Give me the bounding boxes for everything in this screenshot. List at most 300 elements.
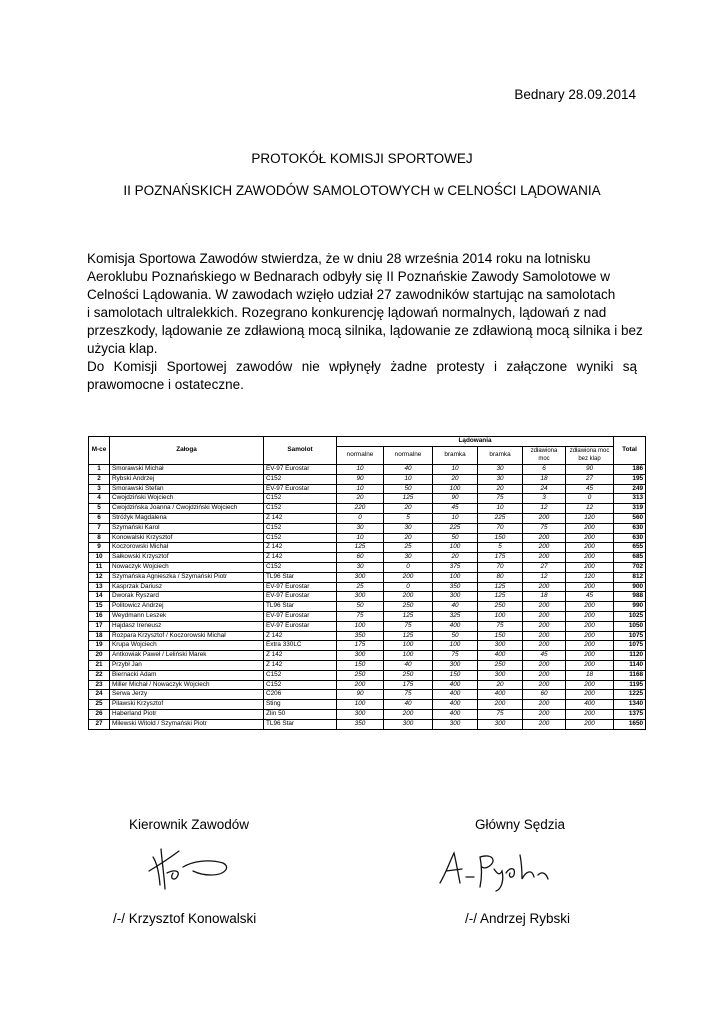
score-cell: 200 [566,602,614,612]
crew-cell: Rybski Andrzej [110,474,264,484]
score-cell: 125 [337,543,384,553]
score-cell: 75 [384,690,433,700]
position-cell: 9 [89,543,110,553]
score-cell: 200 [566,621,614,631]
score-cell: 200 [523,709,566,719]
table-row [89,572,646,582]
header-crew: Załoga [110,437,264,465]
position-cell: 4 [89,494,110,504]
table-row [89,660,646,670]
header-landings: Lądowania [337,437,614,447]
position-cell: 21 [89,660,110,670]
score-cell: 200 [523,700,566,710]
score-cell: 200 [523,719,566,729]
place-date: Bednary 28.09.2014 [514,87,636,102]
plane-cell: C152 [264,523,337,533]
position-cell: 8 [89,533,110,543]
score-cell: 75 [523,523,566,533]
crew-cell: Smorawski Michał [110,464,264,474]
score-cell: 30 [384,553,433,563]
score-cell: 200 [566,553,614,563]
body-line: użycia klap. [87,341,158,356]
score-cell: 50 [384,484,433,494]
crew-cell: Milewski Witold / Szymański Piotr [110,719,264,729]
score-cell: 75 [433,651,478,661]
header-landing-gate-1: bramka [433,446,478,464]
crew-cell: Koczorowski Michał [110,543,264,553]
position-cell: 17 [89,621,110,631]
score-cell: 250 [384,670,433,680]
total-cell: 630 [614,533,646,543]
position-cell: 25 [89,700,110,710]
plane-cell: TL96 Star [264,572,337,582]
score-cell: 200 [566,651,614,661]
score-cell: 10 [337,533,384,543]
score-cell: 100 [433,641,478,651]
score-cell: 20 [478,680,523,690]
score-cell: 200 [523,631,566,641]
total-cell: 249 [614,484,646,494]
score-cell: 200 [523,621,566,631]
header-total: Total [614,437,646,465]
total-cell: 630 [614,523,646,533]
score-cell: 200 [566,631,614,641]
organizer-name: /-/ Krzysztof Konowalski [113,911,257,926]
score-cell: 18 [523,474,566,484]
header-plane: Samolot [264,437,337,465]
score-cell: 225 [433,523,478,533]
score-cell: 400 [433,700,478,710]
score-cell: 200 [337,680,384,690]
score-cell: 125 [384,494,433,504]
total-cell: 186 [614,464,646,474]
score-cell: 200 [523,553,566,563]
plane-cell: C152 [264,504,337,514]
crew-cell: Nowaczyk Wojciech [110,562,264,572]
judge-title: Główny Sędzia [475,817,566,832]
body-line: Do Komisji Sportowej zawodów nie wpłynęły żadne protesty i załączone wyniki są [87,359,637,374]
score-cell: 0 [337,513,384,523]
body-line: Aeroklubu Poznańskiego w Bednarach odbyły się II Poznańskie Zawody Samolotowe w [87,269,611,284]
score-cell: 120 [566,572,614,582]
position-cell: 16 [89,611,110,621]
crew-cell: Kasprzak Dariusz [110,582,264,592]
body-line: Komisja Sportowa Zawodów stwierdza, że w dniu 28 września 2014 roku na lotnisku [87,251,591,266]
score-cell: 200 [566,690,614,700]
total-cell: 1120 [614,651,646,661]
position-cell: 20 [89,651,110,661]
score-cell: 40 [384,464,433,474]
position-cell: 12 [89,572,110,582]
score-cell: 30 [337,562,384,572]
plane-cell: C152 [264,533,337,543]
score-cell: 175 [478,553,523,563]
position-cell: 24 [89,690,110,700]
plane-cell: Z 142 [264,651,337,661]
score-cell: 100 [433,484,478,494]
total-cell: 988 [614,592,646,602]
plane-cell: TL96 Star [264,602,337,612]
score-cell: 45 [566,592,614,602]
plane-cell: Zlin 50 [264,709,337,719]
score-cell: 10 [384,474,433,484]
score-cell: 40 [433,602,478,612]
judge-signature [436,845,566,893]
plane-cell: Z 142 [264,631,337,641]
crew-cell: Sałkowski Krzysztof [110,553,264,563]
score-cell: 200 [478,700,523,710]
score-cell: 75 [337,611,384,621]
total-cell: 1650 [614,719,646,729]
score-cell: 30 [384,523,433,533]
table-row [89,553,646,563]
score-cell: 10 [478,504,523,514]
score-cell: 100 [478,611,523,621]
table-row [89,719,646,729]
total-cell: 1075 [614,631,646,641]
plane-cell: EV-97 Eurostar [264,621,337,631]
crew-cell: Dworak Ryszard [110,592,264,602]
score-cell: 100 [433,543,478,553]
score-cell: 100 [337,621,384,631]
score-cell: 10 [433,513,478,523]
score-cell: 20 [478,484,523,494]
position-cell: 18 [89,631,110,641]
score-cell: 20 [433,474,478,484]
score-cell: 0 [384,562,433,572]
position-cell: 26 [89,709,110,719]
table-row [89,700,646,710]
table-row [89,670,646,680]
score-cell: 5 [384,513,433,523]
score-cell: 40 [384,700,433,710]
document-subtitle: II POZNAŃSKICH ZAWODÓW SAMOLOTOWYCH w CELNOŚCI LĄDOWANIA [123,183,601,198]
table-row [89,523,646,533]
plane-cell: Z 142 [264,543,337,553]
score-cell: 350 [337,631,384,641]
crew-cell: Cwojdziński Wojciech [110,494,264,504]
score-cell: 200 [523,670,566,680]
score-cell: 200 [523,582,566,592]
score-cell: 200 [523,543,566,553]
score-cell: 200 [566,523,614,533]
score-cell: 200 [384,592,433,602]
score-cell: 300 [433,660,478,670]
table-row [89,651,646,661]
header-landing-normal-2: normalne [384,446,433,464]
total-cell: 1075 [614,641,646,651]
total-cell: 655 [614,543,646,553]
score-cell: 12 [523,572,566,582]
score-cell: 10 [433,464,478,474]
position-cell: 15 [89,602,110,612]
score-cell: 200 [523,533,566,543]
score-cell: 100 [384,651,433,661]
score-cell: 75 [384,621,433,631]
score-cell: 300 [478,719,523,729]
score-cell: 250 [478,602,523,612]
score-cell: 12 [566,504,614,514]
results-table [88,436,646,730]
score-cell: 12 [523,504,566,514]
document-title: PROTOKÓŁ KOMISJI SPORTOWEJ [251,151,473,166]
plane-cell: C206 [264,690,337,700]
table-row [89,494,646,504]
score-cell: 27 [566,474,614,484]
plane-cell: Z 142 [264,513,337,523]
score-cell: 300 [337,651,384,661]
score-cell: 250 [384,602,433,612]
total-cell: 900 [614,582,646,592]
score-cell: 50 [433,631,478,641]
organizer-signature [145,843,235,891]
score-cell: 200 [566,709,614,719]
score-cell: 200 [384,572,433,582]
plane-cell: C152 [264,680,337,690]
position-cell: 10 [89,553,110,563]
table-row [89,513,646,523]
header-landing-normal-1: normalne [337,446,384,464]
table-row [89,533,646,543]
score-cell: 200 [523,680,566,690]
score-cell: 175 [337,641,384,651]
total-cell: 1050 [614,621,646,631]
total-cell: 812 [614,572,646,582]
table-row [89,484,646,494]
score-cell: 250 [337,670,384,680]
score-cell: 125 [478,582,523,592]
score-cell: 0 [566,494,614,504]
score-cell: 125 [384,631,433,641]
total-cell: 195 [614,474,646,484]
crew-cell: Hajdasz Ireneusz [110,621,264,631]
position-cell: 19 [89,641,110,651]
score-cell: 220 [337,504,384,514]
total-cell: 1025 [614,611,646,621]
results-body [89,464,646,729]
score-cell: 60 [523,690,566,700]
plane-cell: Z 142 [264,553,337,563]
table-row [89,611,646,621]
position-cell: 6 [89,513,110,523]
score-cell: 100 [433,572,478,582]
crew-cell: Smorawski Stefan [110,484,264,494]
score-cell: 90 [337,474,384,484]
score-cell: 100 [384,641,433,651]
score-cell: 400 [478,690,523,700]
score-cell: 150 [433,670,478,680]
score-cell: 200 [566,562,614,572]
score-cell: 90 [337,690,384,700]
total-cell: 560 [614,513,646,523]
crew-cell: Rozpara Krzysztof / Koczorowski Michał [110,631,264,641]
plane-cell: C152 [264,562,337,572]
header-landing-gate-2: bramka [478,446,523,464]
score-cell: 75 [478,621,523,631]
score-cell: 70 [478,562,523,572]
score-cell: 80 [478,572,523,582]
score-cell: 325 [433,611,478,621]
table-row [89,562,646,572]
total-cell: 1195 [614,680,646,690]
position-cell: 2 [89,474,110,484]
position-cell: 23 [89,680,110,690]
score-cell: 45 [523,651,566,661]
score-cell: 400 [433,621,478,631]
position-cell: 1 [89,464,110,474]
score-cell: 125 [478,592,523,602]
score-cell: 175 [384,680,433,690]
header-landing-reduced-power: zdławiona moc [523,446,566,464]
score-cell: 60 [337,553,384,563]
score-cell: 70 [478,523,523,533]
score-cell: 200 [384,709,433,719]
score-cell: 30 [478,474,523,484]
table-row [89,621,646,631]
score-cell: 300 [478,641,523,651]
score-cell: 27 [523,562,566,572]
score-cell: 250 [478,660,523,670]
score-cell: 20 [384,504,433,514]
crew-cell: Haberland Piotr [110,709,264,719]
plane-cell: EV-97 Eurostar [264,592,337,602]
score-cell: 200 [523,513,566,523]
plane-cell: EV-97 Eurostar [264,611,337,621]
position-cell: 22 [89,670,110,680]
score-cell: 125 [384,611,433,621]
position-cell: 11 [89,562,110,572]
header-position: M-ce [89,437,110,465]
crew-cell: Antkowiak Paweł / Leliński Marek [110,651,264,661]
plane-cell: EV-97 Eurostar [264,582,337,592]
score-cell: 150 [478,533,523,543]
body-line: przeszkody, lądowanie ze zdławioną mocą silnika, lądowanie ze zdławioną mocą silnika i bez [87,323,643,338]
table-row [89,641,646,651]
score-cell: 350 [337,719,384,729]
score-cell: 50 [337,602,384,612]
score-cell: 45 [433,504,478,514]
plane-cell: EV-97 Eurostar [264,464,337,474]
total-cell: 990 [614,602,646,612]
table-row [89,631,646,641]
crew-cell: Politowicz Andrzej [110,602,264,612]
score-cell: 200 [566,543,614,553]
score-cell: 75 [478,494,523,504]
plane-cell: C152 [264,474,337,484]
table-row [89,504,646,514]
score-cell: 200 [566,582,614,592]
crew-cell: Krupa Wojciech [110,641,264,651]
crew-cell: Konowalski Krzysztof [110,533,264,543]
score-cell: 75 [478,709,523,719]
table-row [89,543,646,553]
score-cell: 6 [523,464,566,474]
crew-cell: Serwa Jerzy [110,690,264,700]
score-cell: 300 [478,670,523,680]
crew-cell: Szymański Karol [110,523,264,533]
judge-name: /-/ Andrzej Rybski [465,911,571,926]
score-cell: 400 [433,680,478,690]
crew-cell: Stróżyk Magdalena [110,513,264,523]
total-cell: 1375 [614,709,646,719]
score-cell: 18 [566,670,614,680]
table-row [89,464,646,474]
score-cell: 200 [566,641,614,651]
plane-cell: C152 [264,670,337,680]
crew-cell: Pilawski Krzysztof [110,700,264,710]
crew-cell: Biernacki Adam [110,670,264,680]
position-cell: 3 [89,484,110,494]
score-cell: 90 [566,464,614,474]
plane-cell: Z 142 [264,660,337,670]
score-cell: 0 [384,582,433,592]
score-cell: 25 [337,582,384,592]
score-cell: 200 [566,533,614,543]
score-cell: 5 [478,543,523,553]
score-cell: 400 [566,700,614,710]
body-line: Celności Lądowania. W zawodach wzięło udział 27 zawodników startując na samolotach [87,287,616,302]
score-cell: 150 [478,631,523,641]
table-row [89,592,646,602]
score-cell: 350 [433,582,478,592]
score-cell: 200 [523,641,566,651]
position-cell: 13 [89,582,110,592]
position-cell: 5 [89,504,110,514]
score-cell: 400 [433,709,478,719]
score-cell: 200 [523,611,566,621]
statement-body [87,250,643,394]
total-cell: 702 [614,562,646,572]
score-cell: 90 [433,494,478,504]
score-cell: 200 [523,602,566,612]
total-cell: 313 [614,494,646,504]
body-line: prawomocne i ostateczne. [87,377,244,392]
score-cell: 3 [523,494,566,504]
table-row [89,582,646,592]
total-cell: 1168 [614,670,646,680]
body-line: i samolotach ultralekkich. Rozegrano konkurencję lądowań normalnych, lądowań z nad [87,305,607,320]
score-cell: 30 [337,523,384,533]
score-cell: 45 [566,484,614,494]
plane-cell: TL96 Star [264,719,337,729]
score-cell: 400 [478,651,523,661]
score-cell: 25 [384,543,433,553]
score-cell: 100 [337,700,384,710]
plane-cell: EV-97 Eurostar [264,484,337,494]
score-cell: 375 [433,562,478,572]
score-cell: 30 [478,464,523,474]
plane-cell: Extra 330LC [264,641,337,651]
score-cell: 24 [523,484,566,494]
table-row [89,690,646,700]
organizer-title: Kierownik Zawodów [129,817,250,832]
score-cell: 300 [433,719,478,729]
crew-cell: Miller Michał / Nowaczyk Wojciech [110,680,264,690]
score-cell: 200 [566,719,614,729]
total-cell: 319 [614,504,646,514]
score-cell: 300 [337,709,384,719]
score-cell: 200 [566,660,614,670]
crew-cell: Szymańska Agnieszka / Szymański Piotr [110,572,264,582]
score-cell: 225 [478,513,523,523]
crew-cell: Weydmann Leszek [110,611,264,621]
score-cell: 50 [433,533,478,543]
total-cell: 685 [614,553,646,563]
header-landing-reduced-power-no-flaps: zdławiona moc bez klap [566,446,614,464]
position-cell: 14 [89,592,110,602]
score-cell: 20 [384,533,433,543]
table-row [89,680,646,690]
